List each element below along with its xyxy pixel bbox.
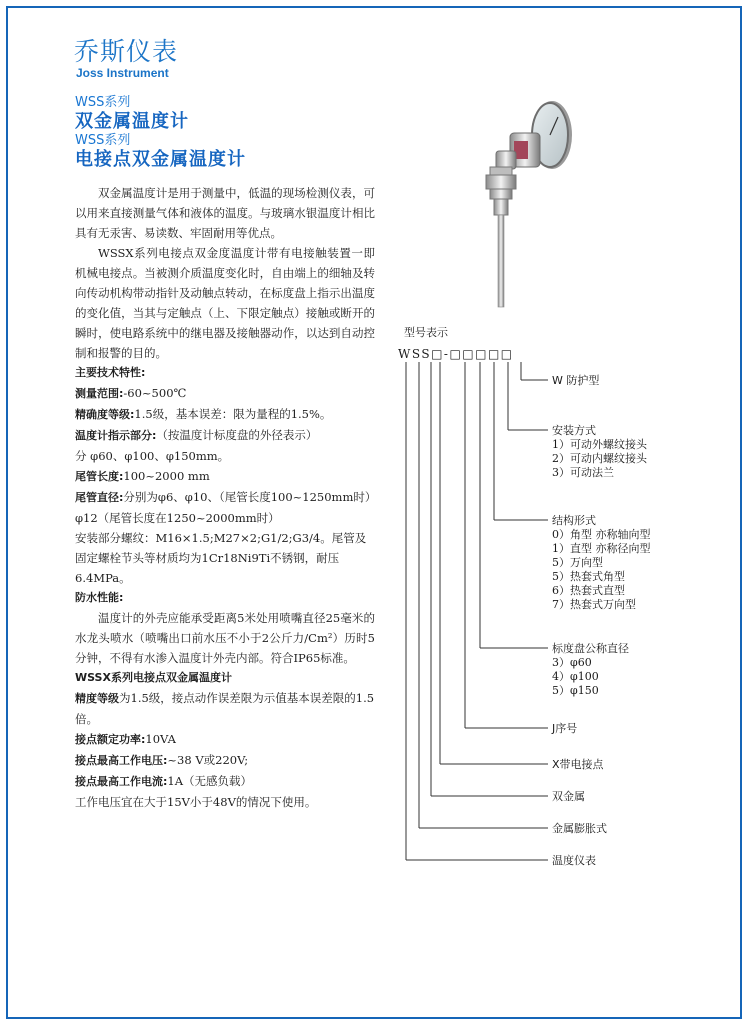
tube-length-value: 100~2000 mm [123, 469, 210, 483]
structure-option-4: 5）热套式角型 [552, 570, 625, 583]
dial-option-3: 5）φ150 [552, 684, 599, 697]
contact-power-label: 接点额定功率: [75, 733, 146, 746]
model-w: W 防护型 [552, 374, 600, 387]
contact-accuracy-value: 为1.5级，接点动作误差限为示值基本误差限的1.5倍。 [75, 691, 375, 726]
accuracy-label: 精确度等级: [75, 408, 135, 421]
dial-sizes: 分 φ60、φ100、φ150mm。 [75, 449, 230, 463]
intro-paragraph-1: 双金属温度计是用于测量中，低温的现场检测仪表，可以用来直接测量气体和液体的温度。与玻璃水银温度计相比具有无汞害、易读数、牢固耐用等优点。 [75, 186, 375, 240]
model-j: J序号 [552, 722, 578, 735]
contact-current-label: 接点最高工作电流: [75, 775, 168, 788]
model-title: 型号表示 [404, 326, 448, 339]
model-code: WSS□-□□□□□ [398, 347, 514, 361]
brand-logo [74, 38, 178, 80]
model-thermometer: 温度仪表 [552, 854, 596, 867]
brand-name-cn: 乔斯仪表 [74, 37, 179, 66]
product-title-2: 电接点双金属温度计 [75, 149, 246, 170]
tube-length-label: 尾管长度: [75, 470, 124, 483]
range-value: -60~500℃ [123, 386, 187, 400]
model-bimetal: 双金属 [552, 790, 585, 803]
contact-current-value: 1A（无感负载） [167, 774, 253, 788]
contact-voltage-label: 接点最高工作电压: [75, 754, 168, 767]
contact-heading: WSSX系列电接点双金属温度计 [75, 671, 232, 684]
install-option-1: 1）可动外螺纹接头 [552, 438, 647, 451]
install-title: 安装方式 [552, 424, 596, 437]
dial-label: 温度计指示部分: [75, 429, 157, 442]
install-thread-text: 安装部分螺纹：M16×1.5;M27×2;G1/2;G3/4。尾管及固定螺栓节头等材质均为1Cr18Ni9Ti不锈钢，耐压6.4MPa。 [75, 531, 367, 585]
model-code-diagram [390, 320, 710, 880]
install-option-2: 2）可动内螺纹接头 [552, 452, 647, 465]
model-x: X带电接点 [552, 758, 604, 771]
intro-paragraph-2: WSSX系列电接点双金度温度计带有电接触装置一即机械电接点。当被测介质温度变化时，自由端上的细轴及转向传动机构带动指针及动触点转动，在标度盘上指示出温度的变化值，当其与定触点（上、下限定触点）接触或断开的瞬时，使电路系统中的继电器及接触器动作，以达到自动控制和报警的目的。 [75, 246, 375, 360]
install-option-3: 3）可动法兰 [552, 466, 614, 479]
waterproof-heading: 防水性能: [75, 591, 124, 604]
contact-power-value: 10VA [145, 732, 176, 746]
contact-accuracy-label: 精度等级 [75, 692, 119, 705]
tube-diameter-label: 尾管直径: [75, 491, 124, 504]
brand-name-en: Joss Instrument [76, 66, 169, 80]
specs-heading: 主要技术特性: [75, 366, 146, 379]
accuracy-value: 1.5级，基本误差：限为量程的1.5%。 [134, 407, 332, 421]
structure-option-5: 6）热套式直型 [552, 584, 625, 597]
series-label-2: WSS系列 [75, 133, 131, 148]
structure-option-6: 7）热套式万向型 [552, 598, 636, 611]
description-text [75, 183, 375, 812]
structure-option-1: 0）角型 亦称轴向型 [552, 528, 651, 541]
model-expansion: 金属膨胀式 [552, 822, 607, 835]
series-label-1: WSS系列 [75, 95, 131, 110]
product-title-1: 双金属温度计 [75, 111, 189, 132]
tube-diameter-value: 分别为φ6、φ10、（尾管长度100~1250mm时）φ12（尾管长度在1250~2000mm时） [75, 490, 371, 525]
product-titles [75, 95, 246, 171]
range-label: 测量范围: [75, 387, 124, 400]
dial-value: （按温度计标度盘的外径表示） [156, 428, 318, 442]
structure-option-3: 5）万向型 [552, 556, 603, 569]
dial-title: 标度盘公称直径 [552, 642, 629, 655]
dial-option-1: 3）φ60 [552, 656, 592, 669]
structure-title: 结构形式 [552, 514, 596, 527]
contact-voltage-value: ~38 V或220V; [167, 753, 249, 767]
contact-note: 工作电压宜在大于15V小于48V的情况下使用。 [75, 795, 317, 809]
structure-option-2: 1）直型 亦称径向型 [552, 542, 651, 555]
dial-option-2: 4）φ100 [552, 670, 599, 683]
thermometer-photo [470, 95, 580, 310]
waterproof-text: 温度计的外壳应能承受距离5米处用喷嘴直径25毫米的水龙头喷水（喷嘴出口前水压不小于2公斤力/Cm²）历时5分钟，不得有水渗入温度计外壳内部。符合IP65标准。 [75, 611, 375, 665]
